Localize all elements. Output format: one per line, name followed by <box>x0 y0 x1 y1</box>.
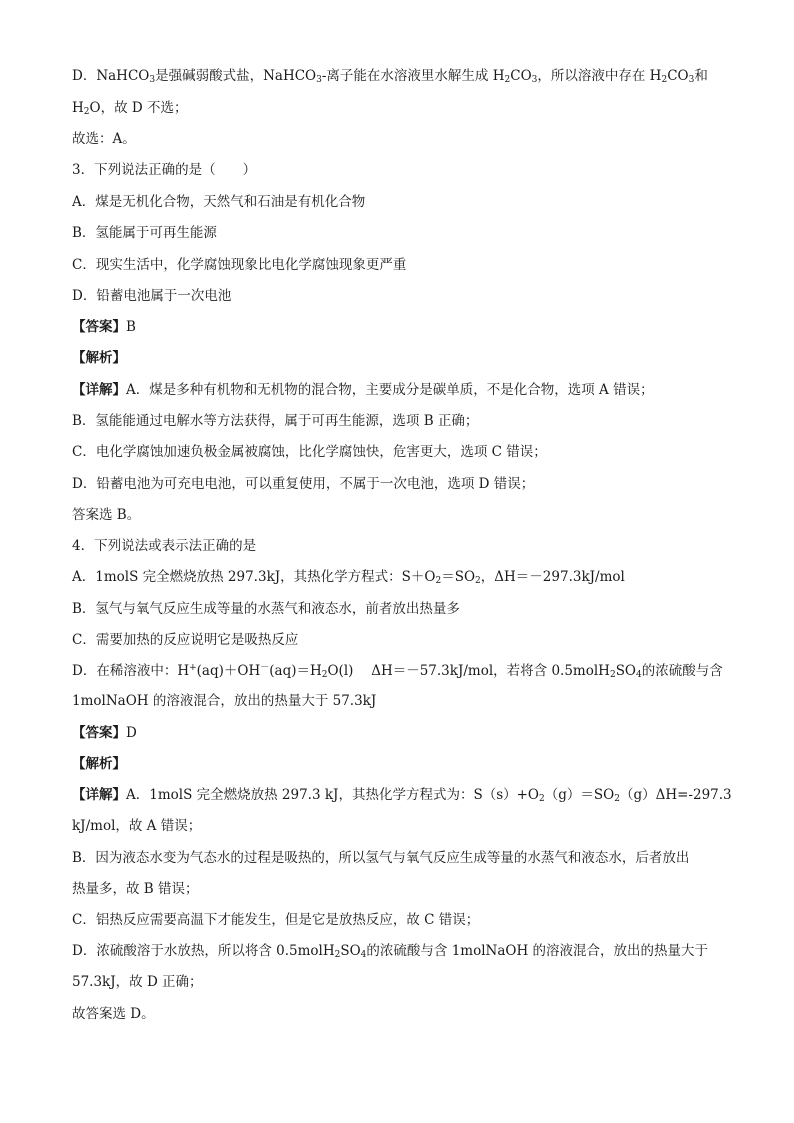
q3-option-a: A．煤是无机化合物，天然气和石油是有机化合物 <box>72 194 366 210</box>
q3-option-c: C．现实生活中，化学腐蚀现象比电化学腐蚀现象更严重 <box>72 257 407 273</box>
q4-detail-b-line1: B．因为液态水变为气态水的过程是吸热的，所以氢气与氧气反应生成等量的水蒸气和液态水，后者放出 <box>72 850 690 866</box>
q3-option-b: B．氢能属于可再生能源 <box>72 225 217 241</box>
q2-option-d-explanation-line1: D．NaHCO$_3$是强碱弱酸式盐，NaHCO$_3$-离子能在水溶液里水解生成 $H_2CO_3$，所以溶液中存在 $H_2CO_3$和 <box>72 68 708 85</box>
q4-detail-a-line1: 【详解】A．1molS 完全燃烧放热 297.3 kJ，其热化学方程式为：$S(s)+O_2(g)=SO_2(g)\Delta H=-297.3$ <box>72 787 732 804</box>
q4-detail-d-line1: D．浓硫酸溶于水放热，所以将含 $0.5molH_2SO_4$的浓硫酸与含 1molNaOH 的溶液混合，放出的热量大于 <box>72 943 709 960</box>
q4-option-c: C．需要加热的反应说明它是吸热反应 <box>72 632 299 648</box>
q3-conclusion: 答案选 B。 <box>72 507 141 523</box>
q3-stem: 3．下列说法正确的是（ ） <box>72 162 257 178</box>
q3-analysis-tag: 【解析】 <box>72 350 126 366</box>
q4-option-a: A．1molS 完全燃烧放热 297.3kJ，其热化学方程式：$S+O_2=SO_2$，ΔH＝－297.3kJ/mol <box>72 569 625 586</box>
q4-analysis-tag: 【解析】 <box>72 756 126 772</box>
q2-option-d-explanation-line2: $H_2O$，故 D 不选； <box>72 100 188 117</box>
answer-value: B <box>126 319 136 335</box>
q4-stem: 4．下列说法或表示法正确的是 <box>72 538 257 554</box>
answer-tag: 【答案】 <box>72 319 126 335</box>
detail-tag: 【详解】 <box>72 382 126 398</box>
q3-detail-d: D．铅蓄电池为可充电电池，可以重复使用，不属于一次电池，选项 D 错误； <box>72 476 535 492</box>
q4-detail-b-line2: 热量多，故 B 错误； <box>72 881 199 897</box>
q4-detail-d-line2: 57.3kJ，故 D 正确； <box>72 974 203 990</box>
q3-detail-c: C．电化学腐蚀加速负极金属被腐蚀，比化学腐蚀快，危害更大，选项 C 错误； <box>72 444 547 460</box>
q2-conclusion: 故选：A。 <box>72 131 136 147</box>
q4-option-d-line1: D．在稀溶液中：$H^+(aq)+OH^-(aq)=H_2O(l)$ ΔH＝－57.3kJ/mol，若将含 $0.5molH_2SO_4$的浓硫酸与含 <box>72 663 723 680</box>
q4-option-b: B．氢气与氧气反应生成等量的水蒸气和液态水，前者放出热量多 <box>72 601 460 617</box>
q4-option-d-line2: 1molNaOH 的溶液混合，放出的热量大于 57.3kJ <box>72 693 377 709</box>
q4-answer <box>72 724 734 742</box>
detail-tag: 【详解】 <box>72 787 126 803</box>
q3-detail-a: 【详解】A．煤是多种有机物和无机物的混合物，主要成分是碳单质，不是化合物，选项 A 错误； <box>72 382 654 398</box>
q3-answer <box>72 318 734 336</box>
q3-detail-b: B．氢能能通过电解水等方法获得，属于可再生能源，选项 B 正确； <box>72 413 479 429</box>
answer-value: D <box>126 725 137 741</box>
q4-detail-c: C．铝热反应需要高温下才能发生，但是它是放热反应，故 C 错误； <box>72 912 480 928</box>
q3-option-d: D．铅蓄电池属于一次电池 <box>72 288 232 304</box>
q4-conclusion: 故答案选 D。 <box>72 1006 155 1022</box>
q4-detail-a-line2: kJ/mol，故 A 错误； <box>72 818 202 834</box>
answer-tag: 【答案】 <box>72 725 126 741</box>
